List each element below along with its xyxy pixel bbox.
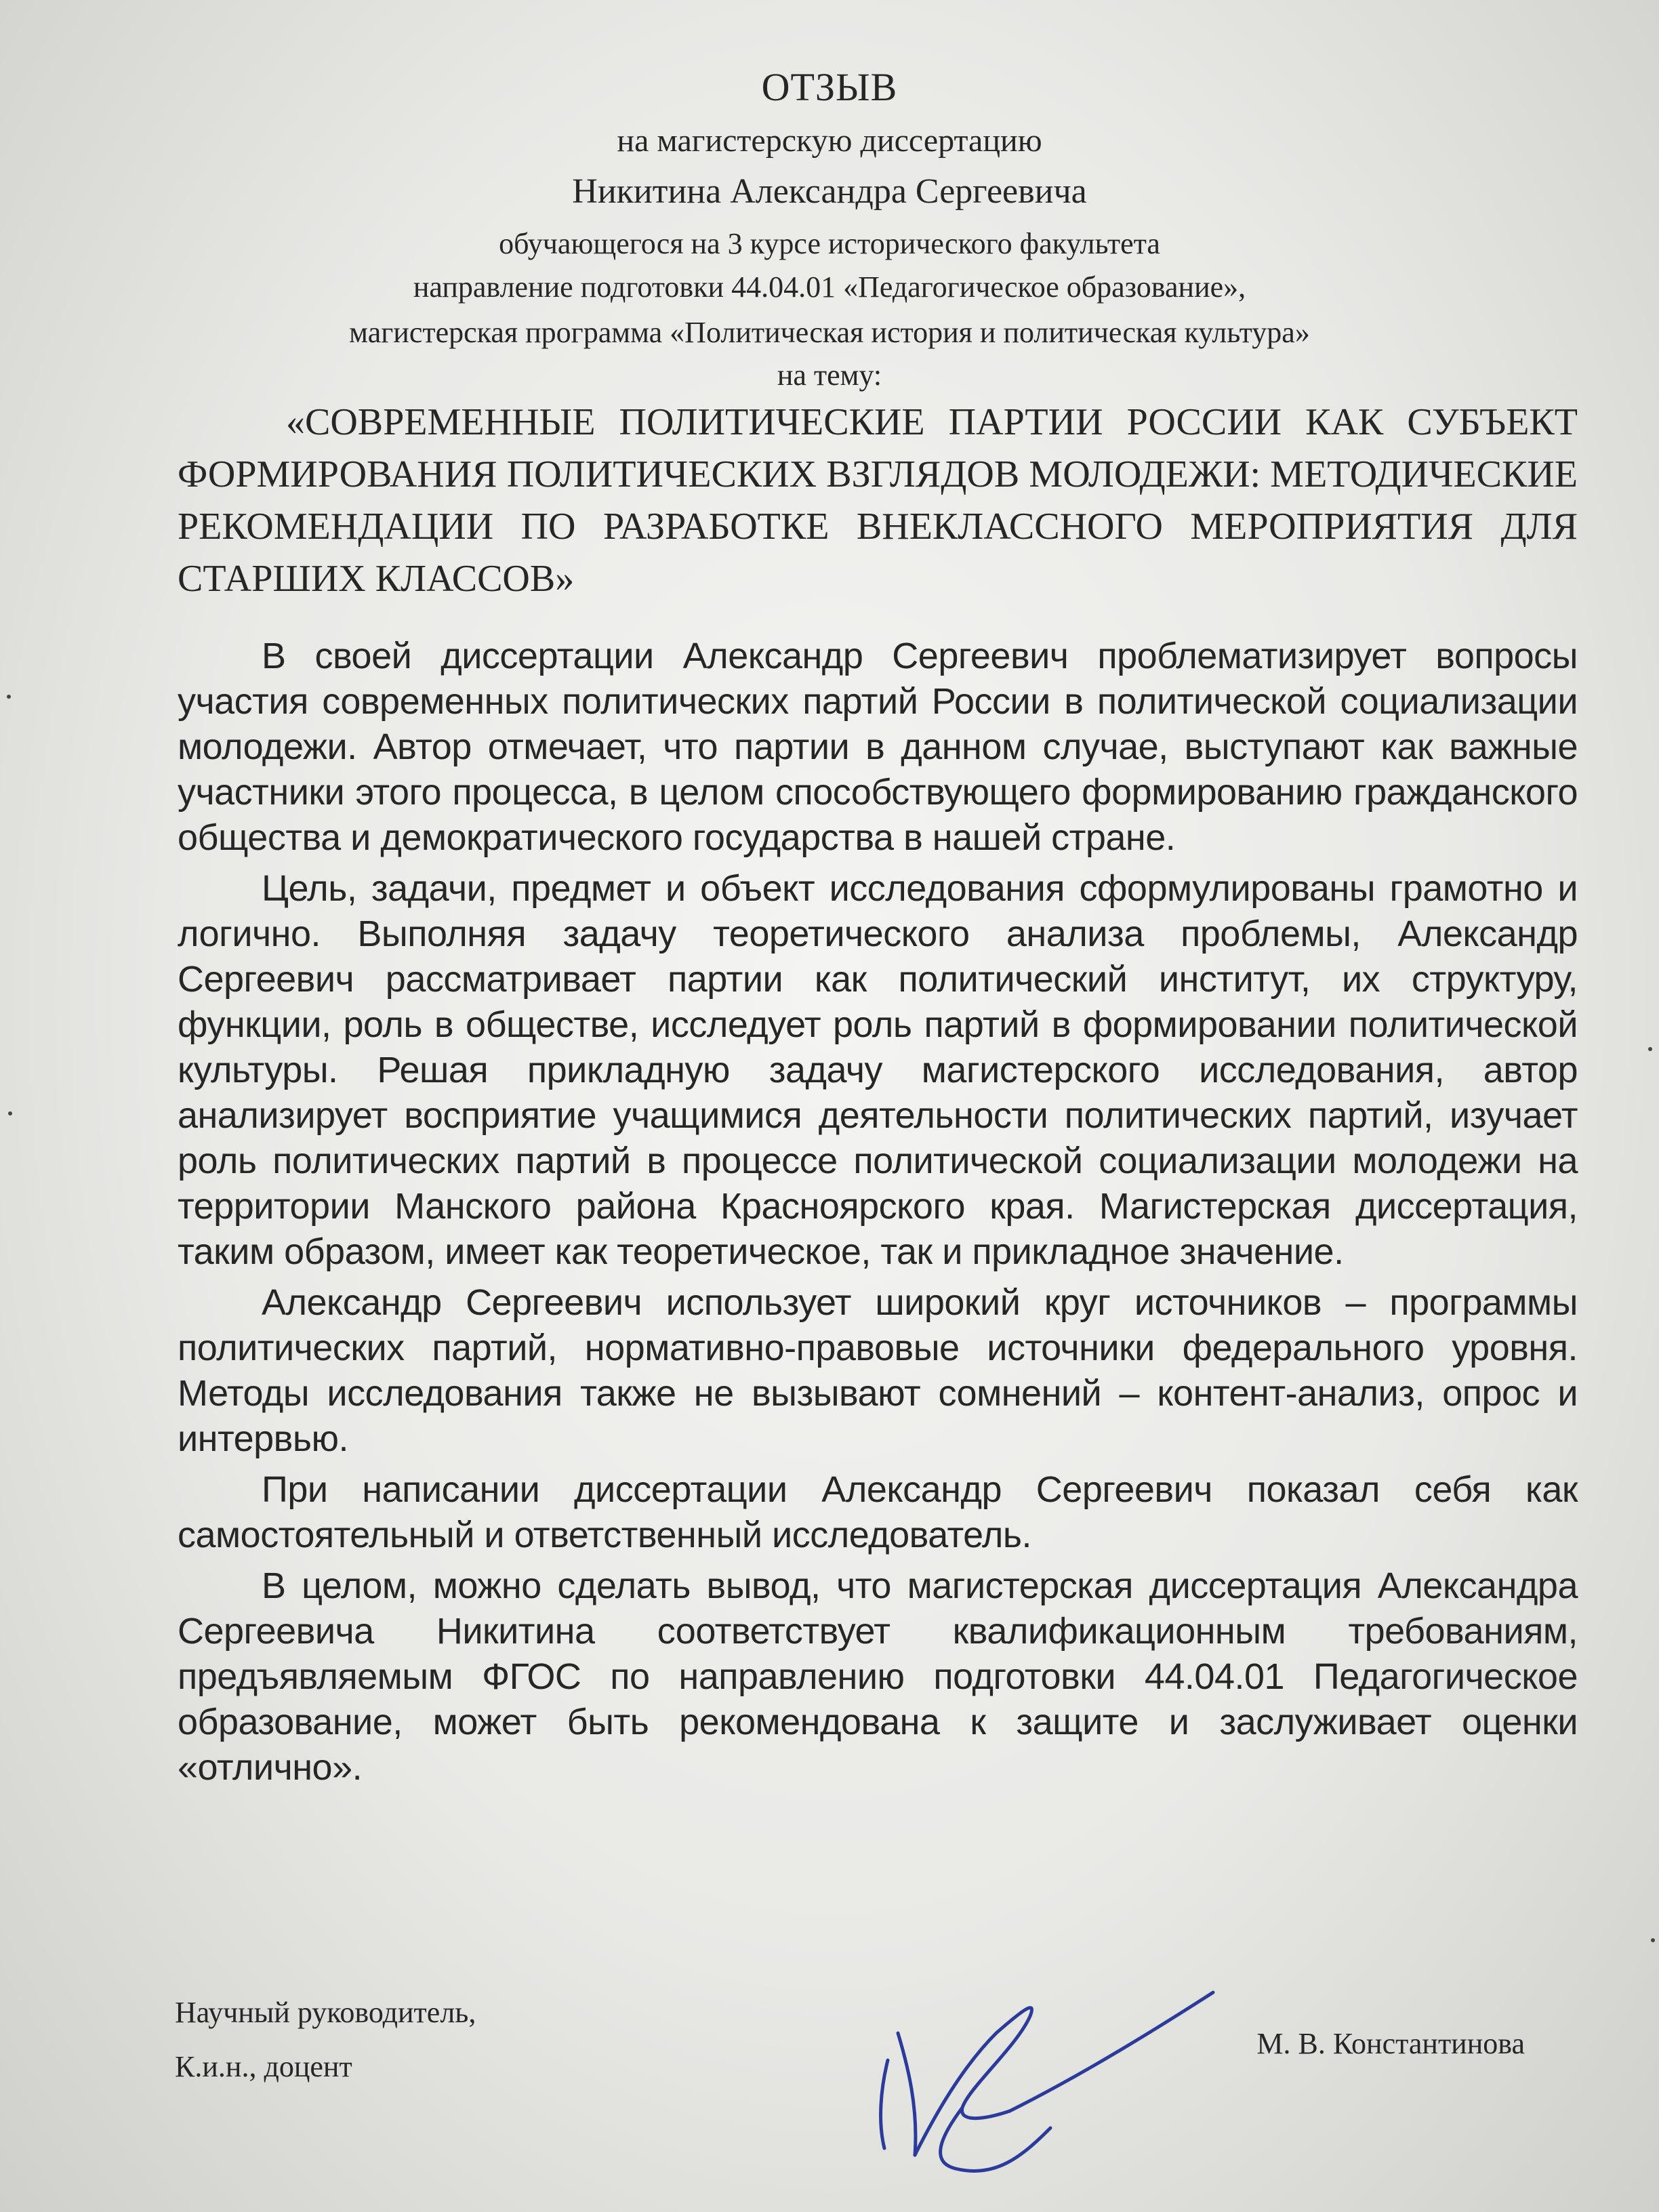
header-line-course: обучающегося на 3 курсе исторического факультета: [499, 227, 1160, 260]
paper-speck: [1648, 1047, 1652, 1051]
supervisor-role-line2: К.и.н., доцент: [175, 2050, 352, 2083]
header-line-direction: направление подготовки 44.04.01 «Педагогическое образование»,: [413, 270, 1246, 304]
header-line-dissertation: на магистерскую диссертацию: [617, 123, 1042, 159]
dissertation-theme: «СОВРЕМЕННЫЕ ПОЛИТИЧЕСКИЕ ПАРТИИ РОССИИ КАК СУБЪЕКТ ФОРМИРОВАНИЯ ПОЛИТИЧЕСКИХ ВЗГЛЯДОВ МОЛОДЕЖИ: МЕТОДИЧЕСКИЕ РЕКОМЕНДАЦИИ ПО РАЗРАБОТКЕ ВНЕКЛАССНОГО МЕРОПРИЯТИЯ ДЛЯ СТАРШИХ КЛАССОВ»: [178, 401, 1578, 600]
paragraph-4: При написании диссертации Александр Сергеевич показал себя как самостоятельный и ответственный исследователь.: [178, 1469, 1578, 1555]
document-title: ОТЗЫВ: [761, 65, 898, 109]
header-line-student-name: Никитина Александра Сергеевича: [572, 172, 1087, 211]
header-line-program: магистерская программа «Политическая история и политическая культура»: [349, 316, 1310, 349]
review-body: [178, 634, 1578, 1790]
supervisor-role-line1: Научный руководитель,: [175, 1996, 476, 2029]
paper-speck: [7, 695, 11, 699]
supervisor-role: [175, 1986, 476, 2094]
paper-speck: [8, 1111, 12, 1115]
supervisor-name: М. В. Константинова: [1256, 2027, 1525, 2060]
header-line-topic-label: на тему:: [777, 359, 882, 392]
paragraph-2: Цель, задачи, предмет и объект исследования сформулированы грамотно и логично. Выполняя задачу теоретического анализа проблемы, Александр Сергеевич рассматривает партии как политический институт, их структуру, функции, роль в обществе, исследует роль партий в формировании политической культуры. Решая прикладную задачу магистерского исследования, автор анализирует восприятие учащимися деятельности политических партий, изучает роль политических партий в процессе политической социализации молодежи на территории Манского района Красноярского края. Магистерская диссертация, таким образом, имеет как теоретическое, так и прикладное значение.: [178, 868, 1578, 1272]
paper-speck: [1651, 1938, 1655, 1942]
paragraph-1: В своей диссертации Александр Сергеевич проблематизирует вопросы участия современных политических партий России в политической социализации молодежи. Автор отмечает, что партии в данном случае, выступают как важные участники этого процесса, в целом способствующего формированию гражданского общества и демократического государства в нашей стране.: [178, 636, 1578, 858]
paragraph-5: В целом, можно сделать вывод, что магистерская диссертация Александра Сергеевича Никитина соответствует квалификационным требованиям, предъявляемым ФГОС по направлению подготовки 44.04.01 Педагогическое образование, может быть рекомендована к защите и заслуживает оценки «отлично».: [178, 1565, 1578, 1788]
paragraph-3: Александр Сергеевич использует широкий круг источников – программы политических партий, нормативно-правовые источники федерального уровня. Методы исследования также не вызывают сомнений – контент-анализ, опрос и интервью.: [178, 1282, 1578, 1459]
handwritten-signature: [861, 1952, 1240, 2196]
